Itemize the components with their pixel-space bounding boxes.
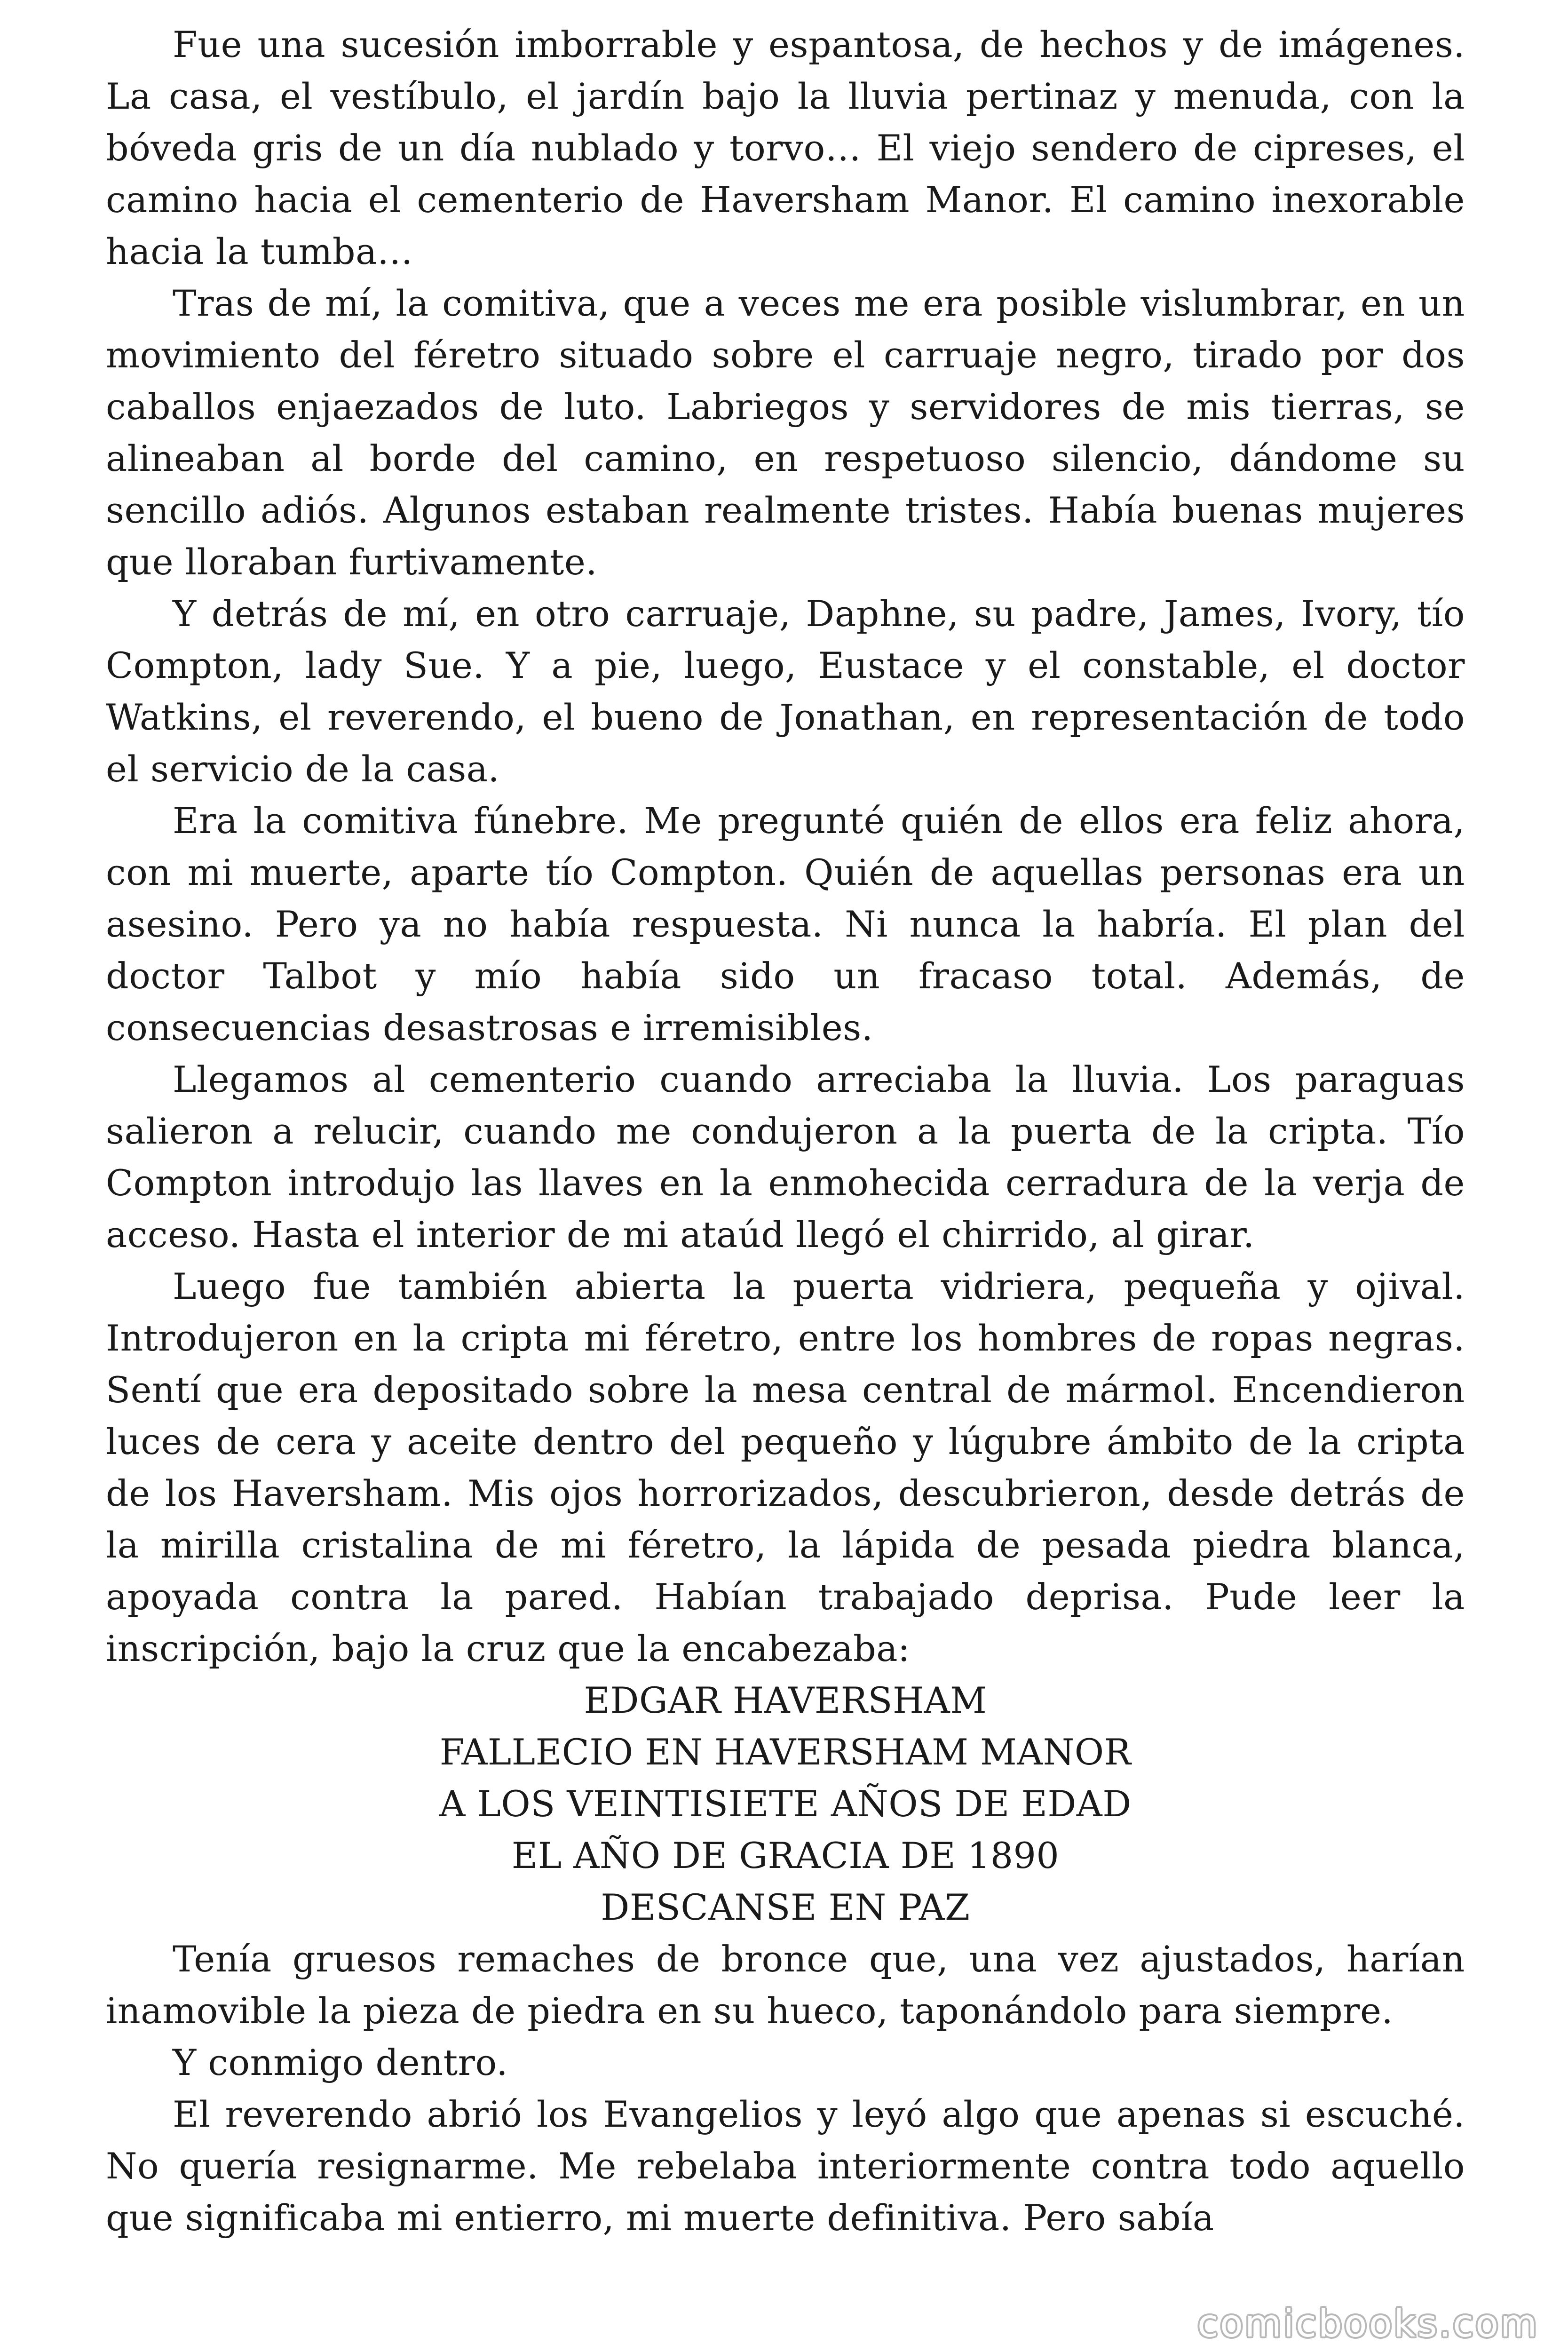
paragraph: El reverendo abrió los Evangelios y leyó algo que apenas si escuché. No quería resignarme. Me rebelaba interiormente contra todo aquello que significaba mi entierro, mi muerte definitiva. Pero sabía [106,2093,1465,2239]
paragraph: Luego fue también abierta la puerta vidriera, pequeña y ojival. Introdujeron en la cripta mi féretro, entre los hombres de ropas negras. Sentí que era depositado sobre la mesa central de mármol. Encendieron luces de cera y aceite dentro del pequeño y lúgubre ámbito de la cripta de los Haversham. Mis ojos horrorizados, descubrieron, desde detrás de la mirilla cristalina de mi féretro, la lápida de pesada piedra blanca, apoyada contra la pared. Habían trabajado deprisa. Pude leer la inscripción, bajo la cruz que la encabezaba: [106,1265,1465,1669]
inscription-line: DESCANSE EN PAZ [601,1886,970,1928]
paragraph: Y conmigo dentro. [173,2042,508,2083]
paragraph: Tenía gruesos remaches de bronce que, una vez ajustados, harían inamovible la pieza de piedra en su hueco, taponándolo para siempre. [106,1938,1465,2032]
watermark-text: comicbooks.com [1197,2302,1539,2345]
paragraph: Era la comitiva fúnebre. Me pregunté quién de ellos era feliz ahora, con mi muerte, aparte tío Compton. Quién de aquellas personas era un asesino. Pero ya no había respuesta. Ni nunca la habría. El plan del doctor Talbot y mío había sido un fracaso total. Además, de consecuencias desastrosas e irremisibles. [106,800,1465,1049]
paragraph: Fue una sucesión imborrable y espantosa, de hechos y de imágenes. La casa, el vestíbulo, el jardín bajo la lluvia pertinaz y menuda, con la bóveda gris de un día nublado y torvo… El viejo sendero de cipreses, el camino hacia el cementerio de Haversham Manor. El camino inexorable hacia la tumba… [106,24,1465,272]
tombstone-inscription [106,1675,1465,1933]
paragraph: Llegamos al cementerio cuando arreciaba la lluvia. Los paraguas salieron a relucir, cuando me condujeron a la puerta de la cripta. Tío Compton introdujo las llaves en la enmohecida cerradura de la verja de acceso. Hasta el interior de mi ataúd llegó el chirrido, al girar. [106,1058,1465,1255]
paragraph: Y detrás de mí, en otro carruaje, Daphne, su padre, James, Ivory, tío Compton, lady Sue. Y a pie, luego, Eustace y el constable, el doctor Watkins, el reverendo, el bueno de Jonathan, en representación de todo el servicio de la casa. [106,593,1465,790]
paragraph: Tras de mí, la comitiva, que a veces me era posible vislumbrar, en un movimiento del féretro situado sobre el carruaje negro, tirado por dos caballos enjaezados de luto. Labriegos y servidores de mis tierras, se alineaban al borde del camino, en respetuoso silencio, dándome su sencillo adiós. Algunos estaban realmente tristes. Había buenas mujeres que lloraban furtivamente. [106,282,1465,583]
inscription-line: EL AÑO DE GRACIA DE 1890 [511,1835,1060,1876]
inscription-line: FALLECIO EN HAVERSHAM MANOR [439,1731,1132,1773]
inscription-line: EDGAR HAVERSHAM [584,1679,987,1721]
inscription-line: A LOS VEINTISIETE AÑOS DE EDAD [439,1783,1132,1825]
book-page [106,19,1465,2244]
